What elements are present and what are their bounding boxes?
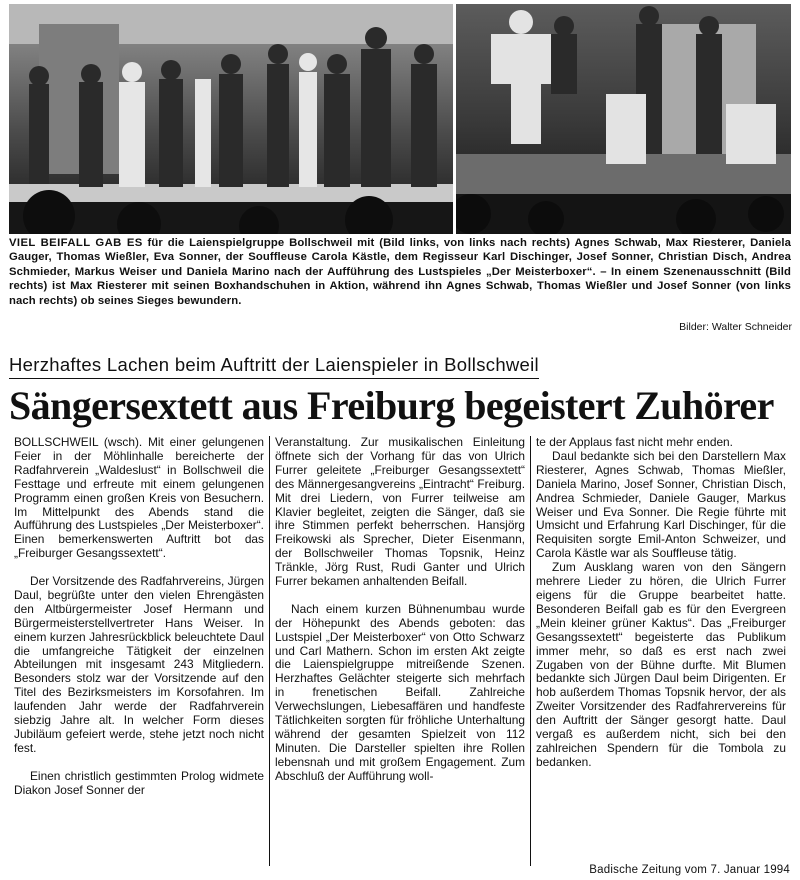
article-kicker: Herzhaftes Lachen beim Auftritt der Laienspieler in Bollschweil: [9, 354, 539, 379]
source-line: Badische Zeitung vom 7. Januar 1994: [589, 864, 790, 876]
photo-stage-group: [9, 4, 453, 234]
paragraph: BOLLSCHWEIL (wsch). Mit einer gelungenen Feier in der Möhlinhalle bereicherte der Radfahrverein „Waldeslust“ in Bollschweil die Festtage und erfreute mit einem gelungenen Programm einen großen Kreis von Besuchern. Im Mittelpunkt des Abends stand die Aufführung des Lustspieles „Der Meisterboxer“. Einen bemerkenswerten Auftritt bot das „Freiburger Gesangssextett“.: [14, 435, 264, 561]
paragraph: Der Vorsitzende des Radfahrvereins, Jürgen Daul, begrüßte unter den vielen Ehrengästen den Altbürgermeister Josef Hermann und Bürgermeisterstellvertreter Hans Weiser. In einem kurzen Jahresrückblick beleuchtete Daul die umfangreiche Tätigkeit der einzelnen Abteilungen mit insgesamt 243 Mitgliedern. Besonders stolz war der Vorsitzende auf den Titel des Bezirksmeisters im Korsofahren. Im laufenden Jahr werde der Radfahrverein siebzig Jahre alt. In welcher Form dieses Jubiläum gefeiert werde, stehe jetzt noch nicht fest.: [14, 574, 264, 755]
article-column-1: [9, 436, 269, 866]
caption-text: für die Laienspielgruppe Bollschweil mit (Bild links, von links nach rechts) Agnes Schwab, Max Riesterer, Daniela Gauger, Thomas Wießler, Eva Sonner, der Souffleuse Carola Kästle, dem Regisseur Karl Dischinger, Josef Sonner, Christian Disch, Andrea Schmieder, Markus Weiser und Daniela Marino nach der Aufführung des Lustspieles „Der Meisterboxer“. – In einem Szenenausschnitt (Bild rechts) ist Max Riesterer mit seinen Boxhandschuhen in Aktion, während ihn Agnes Schwab, Thomas Wießler und Josef Sonner (von links nach rechts) ob seines Sieges bewundern.: [9, 237, 791, 307]
photo-strip: [9, 4, 791, 234]
scene-boxer-picture: [456, 4, 791, 234]
stage-group-picture: [9, 4, 453, 234]
paragraph: Einen christlich gestimmten Prolog widmete Diakon Josef Sonner der: [14, 768, 264, 797]
photo-scene-boxer: [456, 4, 791, 234]
article-headline: Sängersextett aus Freiburg begeistert Zuhörer: [9, 383, 774, 428]
photo-caption: [9, 236, 791, 308]
caption-lead: VIEL BEIFALL GAB ES: [9, 237, 143, 249]
article-body: [9, 436, 791, 866]
paragraph: Nach einem kurzen Bühnenumbau wurde der Höhepunkt des Abends geboten: das Lustspiel „Der Meisterboxer“ von Otto Schwarz und Carl Mathern. Schon im ersten Akt zeigte die Laienspielgruppe mitreißende Szenen. Herzhaftes Gelächter steigerte sich mehrfach in frenetischen Beifall. Zahlreiche Verwechslungen, Liebesaffären und handfeste Tätlichkeiten sorgten für fröhliche Unterhaltung während der gesamten Spielzeit von 112 Minuten. Die Darsteller spielten ihre Rollen lebensnah und mit großem Engagement. Zum Abschluß der Aufführung woll-: [275, 601, 525, 783]
article-column-2: [270, 436, 530, 866]
paragraph: Daul bedankte sich bei den Darstellern Max Riesterer, Agnes Schwab, Thomas Mießler, Daniela Marino, Josef Sonner, Christian Disch, Andrea Schmieder, Daniele Gauger, Markus Weiser und Eva Sonner. Die Regie führte mit Umsicht und Erfahrung Karl Dischinger, für die Requisiten sorgte Emil-Anton Schweizer, und Carola Kästle war als Souffleuse tätig.: [536, 448, 786, 561]
article-column-3: [531, 436, 791, 866]
photo-credit: Bilder: Walter Schneider: [679, 321, 792, 333]
paragraph: Zum Ausklang waren von den Sängern mehrere Lieder zu hören, die Ulrich Furrer eigens für die Gruppe bearbeitet hatte. Besonderen Beifall gab es für den Evergreen „Mein kleiner grüner Kaktus“. Das „Freiburger Gesangssextett“ begeisterte das Publikum immer mehr, so daß es erst nach zwei Zugaben von der Bühne durfte. Mit Blumen bedankte sich Jürgen Daul beim Dirigenten. Er hob außerdem Thomas Topsnik hervor, der als Zweiter Vorsitzender des Radfahrervereins für den Auftritt der Sänger gesorgt hatte. Daul vergaß es außerdem nicht, sich bei den zahlreichen Spendern für die Tombola zu bedanken.: [536, 560, 786, 769]
paragraph: Veranstaltung. Zur musikalischen Einleitung öffnete sich der Vorhang für das von Ulrich Furrer geleitete „Freiburger Gesangssextett“ des Männergesangvereins „Eintracht“ Freiburg. Mit drei Liedern, von Furrer teilweise am Klavier begleitet, zeigten die Sänger, daß sie ihre Stimmen perfekt beherrschen. Hansjörg Freikowski als Sprecher, Dieter Eisenmann, der Bollschweiler Thomas Topsnik, Heinz Tränkle, Jörg Rust, Rudi Ganter und Ulrich Furrer bekamen anhaltenden Beifall.: [275, 435, 525, 589]
paragraph: te der Applaus fast nicht mehr enden.: [536, 435, 733, 449]
